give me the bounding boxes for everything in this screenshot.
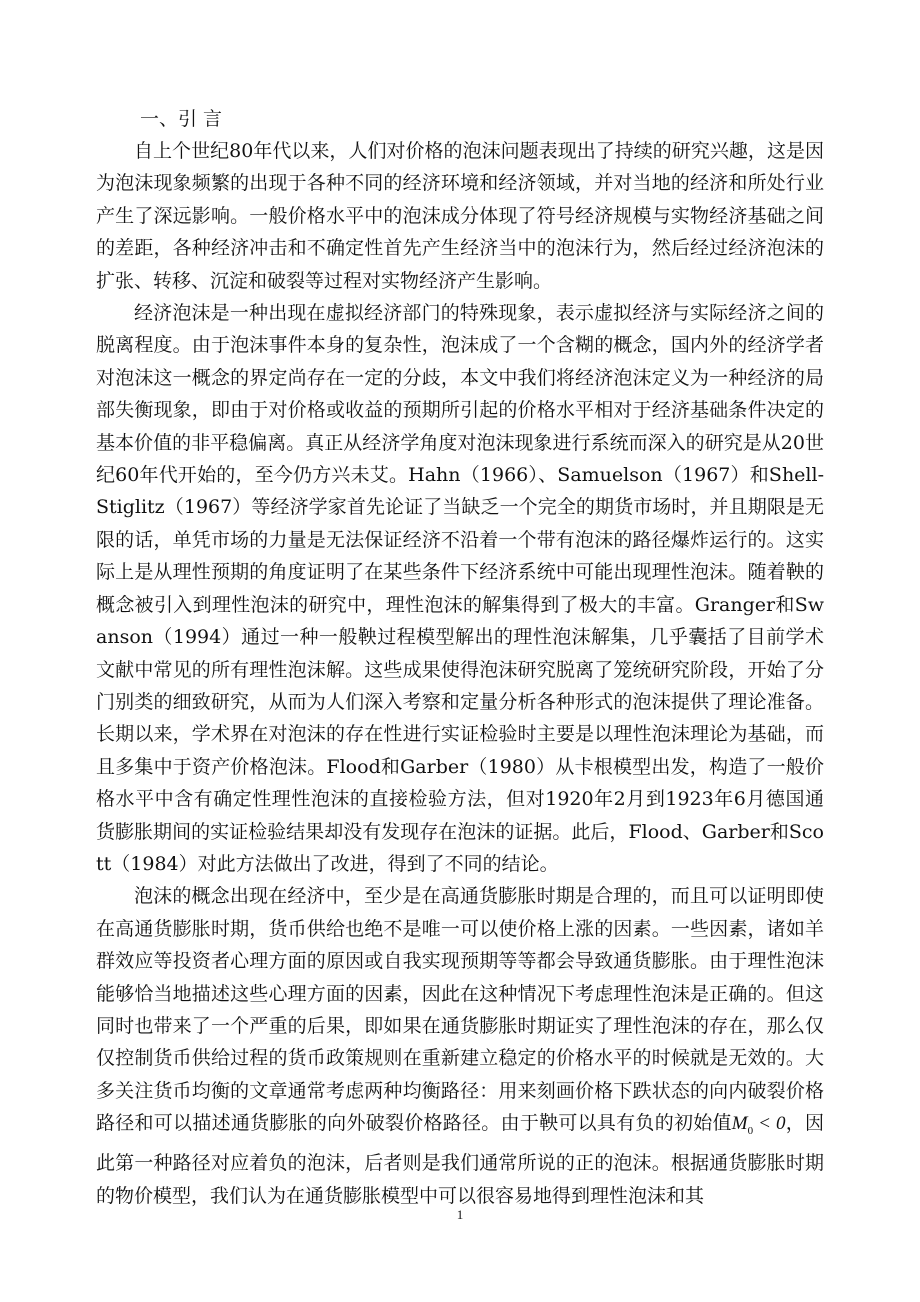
paragraph-1: 自上个世纪80年代以来，人们对价格的泡沫问题表现出了持续的研究兴趣，这是因为泡沫现象频繁的出现于各种不同的经济环境和经济领域，并对当地的经济和所处行业产生了深远影响。一般价格水平中的泡沫成分体现了符号经济规模与实物经济基础之间的差距，各种经济冲击和不确定性首先产生经济当中的泡沫行为，然后经过经济泡沫的扩张、转移、沉淀和破裂等过程对实物经济产生影响。 (96, 140, 824, 292)
paragraph-3-text-after: ，因此第一种路径对应着负的泡沫，后者则是我们通常所说的正的泡沫。根据通货膨胀时期的物价模型，我们认为在通货膨胀模型中可以很容易地得到理性泡沫和其 (96, 1112, 824, 1207)
page-number: 1 (456, 1207, 464, 1222)
document-body (96, 103, 824, 1212)
paragraph-3-text-before: 泡沫的概念出现在经济中，至少是在高通货膨胀时期是合理的，而且可以证明即使在高通货膨胀时期，货币供给也绝不是唯一可以使价格上涨的因素。一些因素，诸如羊群效应等投资者心理方面的原因或自我实现预期等等都会导致通货膨胀。由于理性泡沫能够恰当地描述这些心理方面的因素，因此在这种情况下考虑理性泡沫是正确的。但这同时也带来了一个严重的后果，即如果在通货膨胀时期证实了理性泡沫的存在，那么仅仅控制货币供给过程的货币政策规则在重新建立稳定的价格水平的时候就是无效的。大多关注货币均衡的文章通常考虑两种均衡路径：用来刻画价格下跌状态的向内破裂价格路径和可以描述通货膨胀的向外破裂价格路径。由于鞅可以具有负的初始值 (96, 885, 824, 1135)
paragraph-3 (96, 880, 824, 1212)
section-heading: 一、引 言 (140, 108, 223, 130)
math-expression (731, 1113, 786, 1137)
math-symbol: M (731, 1113, 748, 1135)
math-relation: < 0 (753, 1113, 786, 1135)
paragraph-2: 经济泡沫是一种出现在虚拟经济部门的特殊现象，表示虚拟经济与实际经济之间的脱离程度。由于泡沫事件本身的复杂性，泡沫成了一个含糊的概念，国内外的经济学者对泡沫这一概念的界定尚存在一定的分歧，本文中我们将经济泡沫定义为一种经济的局部失衡现象，即由于对价格或收益的预期所引起的价格水平相对于经济基础条件决定的基本价值的非平稳偏离。真正从经济学角度对泡沫现象进行系统而深入的研究是从20世纪60年代开始的，至今仍方兴未艾。Hahn（1966）、Samuelson（1967）和Shell-Stiglitz（1967）等经济学家首先论证了当缺乏一个完全的期货市场时，并且期限是无限的话，单凭市场的力量是无法保证经济不沿着一个带有泡沫的路径爆炸运行的。这实际上是从理性预期的角度证明了在某些条件下经济系统中可能出现理性泡沫。随着鞅的概念被引入到理性泡沫的研究中，理性泡沫的解集得到了极大的丰富。Granger和Swanson（1994）通过一种一般鞅过程模型解出的理性泡沫解集，几乎囊括了目前学术文献中常见的所有理性泡沫解。这些成果使得泡沫研究脱离了笼统研究阶段，开始了分门别类的细致研究，从而为人们深入考察和定量分析各种形式的泡沫提供了理论准备。长期以来，学术界在对泡沫的存在性进行实证检验时主要是以理性泡沫理论为基础，而且多集中于资产价格泡沫。Flood和Garber（1980）从卡根模型出发，构造了一般价格水平中含有确定性理性泡沫的直接检验方法，但对1920年2月到1923年6月德国通货膨胀期间的实证检验结果却没有发现存在泡沫的证据。此后，Flood、Garber和Scott（1984）对此方法做出了改进，得到了不同的结论。 (96, 302, 824, 875)
math-subscript: 0 (747, 1124, 754, 1137)
